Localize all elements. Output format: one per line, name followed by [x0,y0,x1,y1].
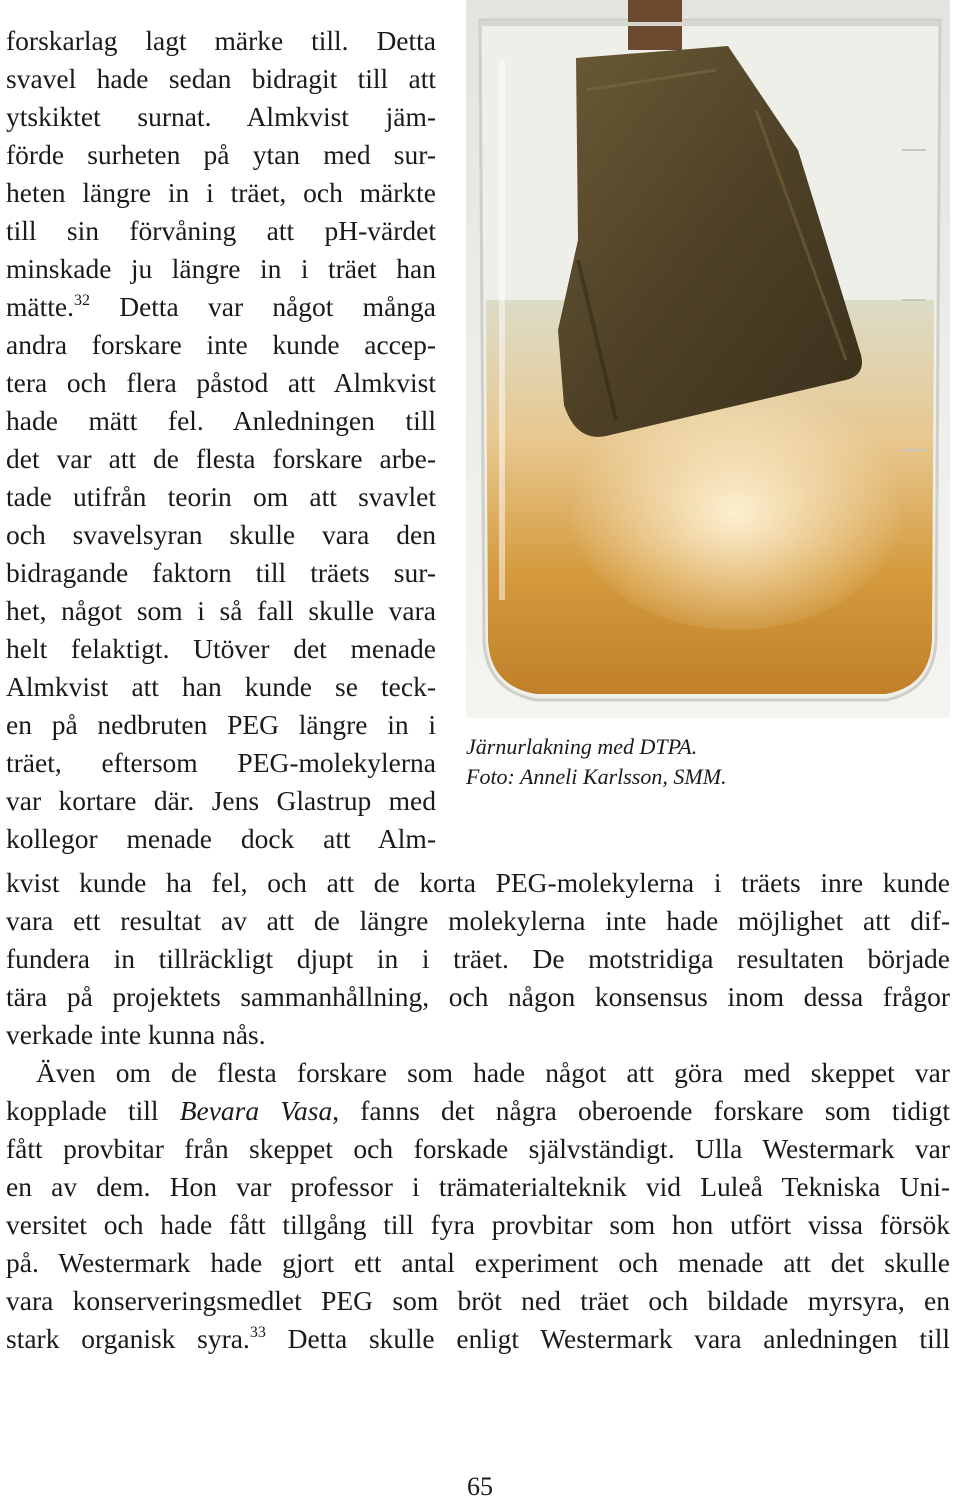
text-fragment: stark organisk syra. [6,1323,250,1354]
text-fragment: Detta var något många [89,291,436,322]
text-line: och svavelsyran skulle vara den [6,519,436,550]
text-line: heten längre in i träet, och märkte [6,177,436,208]
text-line [6,288,436,326]
text-line: helt felaktigt. Utöver det menade [6,633,436,664]
photo-credit: Foto: Anneli Karlsson, SMM. [466,764,727,789]
text-line: var kortare där. Jens Glastrup med [6,785,436,816]
text-line: tade utifrån teorin om att svavlet [6,481,436,512]
text-line [6,1092,950,1130]
photo-caption: Järnurlakning med DTPA. [466,734,698,759]
text-line: Almkvist att han kunde se teck- [6,671,436,702]
text-fragment: kopplade till [6,1095,180,1126]
text-line: versitet och hade fått tillgång till fyra provbitar som hon utfört vissa försök [6,1209,950,1240]
text-line: verkade inte kunna nås. [6,1019,266,1050]
text-line: svavel hade sedan bidragit till att [6,63,436,94]
text-line: tera och flera påstod att Almkvist [6,367,436,398]
text-line: andra forskare inte kunde accep- [6,329,436,360]
text-line: till sin förvåning att pH-värdet [6,215,436,246]
text-fragment: Detta skulle enligt Westermark vara anledningen till [265,1323,950,1354]
text-line: ytskiktet surnat. Almkvist jäm- [6,101,436,132]
text-line: minskade ju längre in i träet han [6,253,436,284]
project-name-italic: Bevara Vasa [179,1095,333,1126]
text-fragment: mätte. [6,291,74,322]
photo-wood-in-beaker [466,0,950,718]
footnote-ref-33[interactable]: 33 [249,1324,266,1341]
text-line: Även om de flesta forskare som hade något att göra med skeppet var [36,1057,950,1088]
text-line: fått provbitar från skeppet och forskade självständigt. Ulla Westermark var [6,1133,950,1164]
text-line: tära på projektets sammanhållning, och någon konsensus inom dessa frågor [6,981,950,1012]
text-line: vara ett resultat av att de längre molekylerna inte hade möjlighet att dif- [6,905,950,936]
text-line: kollegor menade dock att Alm- [6,823,436,854]
page-number: 65 [467,1472,493,1501]
text-line: träet, eftersom PEG-molekylerna [6,747,436,778]
text-line: vara konserveringsmedlet PEG som bröt ned träet och bildade myrsyra, en [6,1285,950,1316]
footnote-ref-32[interactable]: 32 [73,292,90,309]
text-line: het, något som i så fall skulle vara [6,595,436,626]
text-line: kvist kunde ha fel, och att de korta PEG-molekylerna i träets inre kunde [6,867,950,898]
text-line: en av dem. Hon var professor i trämaterialteknik vid Luleå Tekniska Uni- [6,1171,950,1202]
text-line: fundera in tillräckligt djupt in i träet. De motstridiga resultaten började [6,943,950,974]
text-line: bidragande faktorn till träets sur- [6,557,436,588]
text-line: forskarlag lagt märke till. Detta [6,25,436,56]
text-line [6,1320,950,1358]
text-line: en på nedbruten PEG längre in i [6,709,436,740]
text-line: det var att de flesta forskare arbe- [6,443,436,474]
text-line: hade mätt fel. Anledningen till [6,405,436,436]
text-fragment: , fanns det några oberoende forskare som tidigt [332,1095,950,1126]
text-line: på. Westermark hade gjort ett antal experiment och menade att det skulle [6,1247,950,1278]
text-line: förde surheten på ytan med sur- [6,139,436,170]
